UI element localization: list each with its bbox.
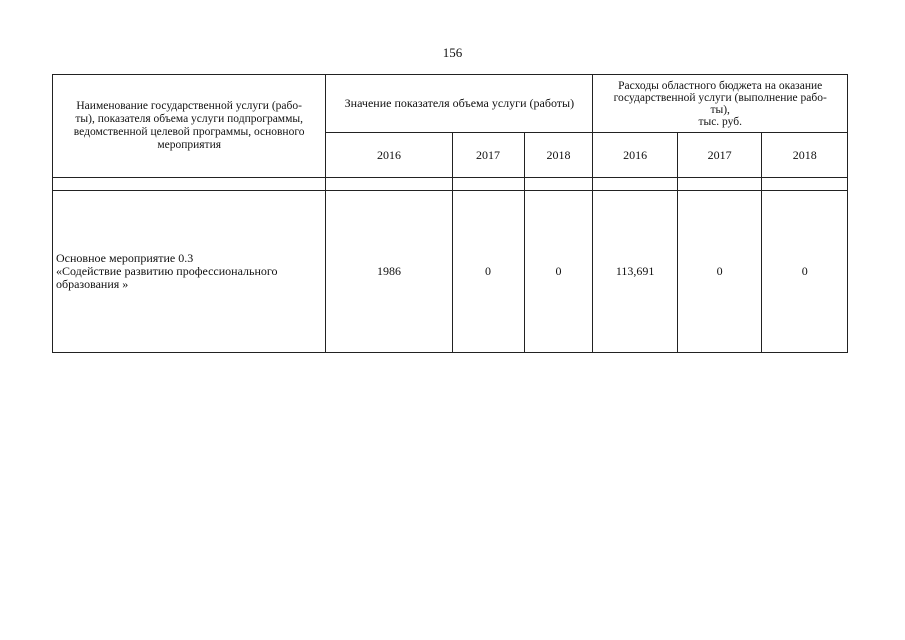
page-number: 156 [442, 45, 463, 60]
cell-expense-2018: 0 [762, 191, 848, 353]
header-budget-expenses [593, 75, 848, 133]
row-event-name-line: «Содействие развитию профессионального [56, 264, 278, 278]
header-year-expense-2018: 2018 [762, 133, 848, 178]
column-index [326, 178, 452, 191]
header-service-name-line: ты), показателя объема услуги подпрограммы, [75, 113, 303, 125]
column-index [762, 178, 848, 191]
header-service-name-line: ведомственной целевой программы, основного [73, 126, 305, 138]
header-service-name-line: мероприятия [157, 139, 222, 151]
column-index [452, 178, 524, 191]
cell-volume-2017: 0 [452, 191, 524, 353]
cell-volume-2016: 1986 [326, 191, 452, 353]
row-event-name-line: Основное мероприятие 0.3 [56, 251, 194, 265]
header-year-expense-2017: 2017 [677, 133, 762, 178]
header-service-name [53, 75, 326, 178]
services-table [52, 74, 848, 353]
header-budget-expenses-line: государственной услуги (выполнение рабо- [613, 91, 827, 104]
header-year-volume-2018: 2018 [524, 133, 593, 178]
cell-expense-2017: 0 [677, 191, 762, 353]
column-index [53, 178, 326, 191]
row-event-name-line: образования » [56, 277, 129, 291]
column-index [677, 178, 762, 191]
header-year-expense-2016: 2016 [593, 133, 678, 178]
header-service-name-line: Наименование государственной услуги (рабо- [76, 100, 302, 112]
cell-expense-2016: 113,691 [593, 191, 678, 353]
header-budget-expenses-line: ты), [710, 103, 730, 116]
column-index [524, 178, 593, 191]
header-budget-expenses-line: тыс. руб. [698, 115, 742, 128]
cell-volume-2018: 0 [524, 191, 593, 353]
header-service-volume: Значение показателя объема услуги (работы) [326, 75, 593, 133]
header-year-volume-2017: 2017 [452, 133, 524, 178]
row-event-name [53, 191, 326, 353]
table-row [53, 191, 848, 353]
header-year-volume-2016: 2016 [326, 133, 452, 178]
column-index [593, 178, 678, 191]
header-budget-expenses-line: Расходы областного бюджета на оказание [618, 79, 823, 92]
